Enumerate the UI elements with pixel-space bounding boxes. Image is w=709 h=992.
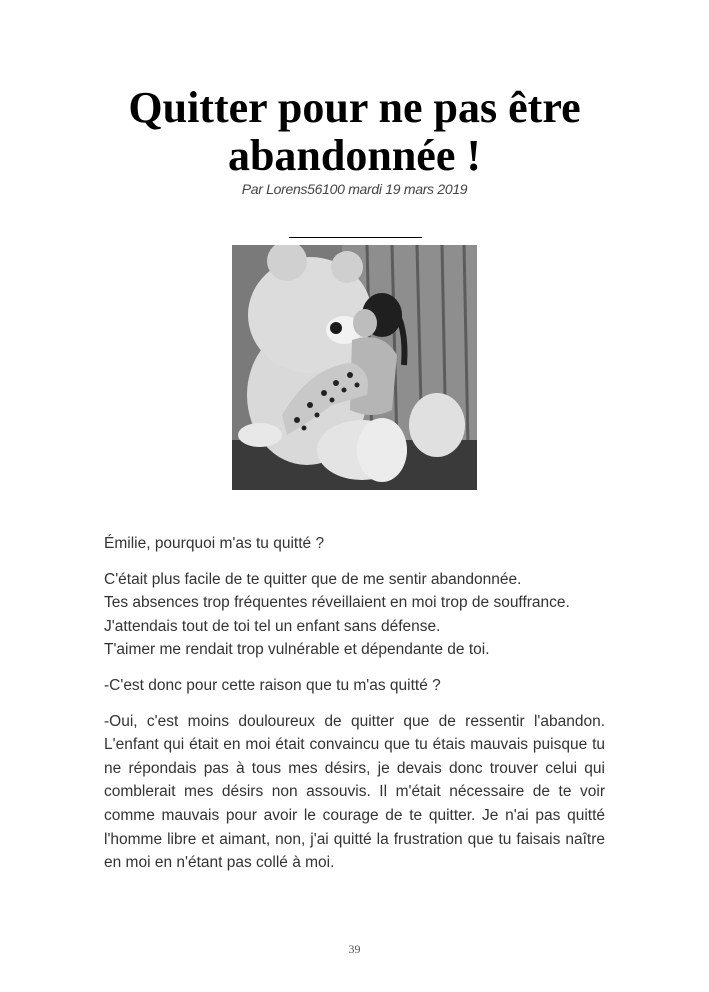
paragraph-line: C'était plus facile de te quitter que de me sentir abandonnée.: [104, 570, 522, 588]
byline: Par Lorens56100 mardi 19 mars 2019: [241, 181, 468, 197]
title-line: Quitter pour ne pas être: [128, 83, 581, 132]
paragraph: -Oui, c'est moins douloureux de quitter que de ressentir l'abandon. L'enfant qui était en moi était convaincu que tu étais mauvais puisque tu ne répondais pas à tous mes désirs, je devais donc trouver celui qui comblerait mes désirs non assouvis. Il m'était nécessaire de te voir comme mauvais pour avoir le courage de te quitter. Je n'ai pas quitté l'homme libre et aimant, non, j'ai quitté la frustration que tu faisais naître en moi en n'étant pas collé à moi.: [104, 712, 605, 872]
paragraph: -C'est donc pour cette raison que tu m'as quitté ?: [104, 676, 441, 694]
article-photo: [232, 245, 477, 490]
paragraph: [104, 568, 605, 662]
article-body: [104, 532, 605, 887]
article-title: [0, 84, 709, 180]
paragraph-line: J'attendais tout de toi tel un enfant sans défense.: [104, 617, 441, 635]
paragraph-line: T'aimer me rendait trop vulnérable et dépendante de toi.: [104, 641, 490, 659]
separator-rule: [289, 237, 422, 238]
paragraph-line: Tes absences trop fréquentes réveillaient en moi trop de souffrance.: [104, 594, 570, 612]
title-line: abandonnée !: [227, 131, 482, 180]
page-number: 39: [348, 942, 361, 956]
paragraph: Émilie, pourquoi m'as tu quitté ?: [104, 535, 325, 552]
